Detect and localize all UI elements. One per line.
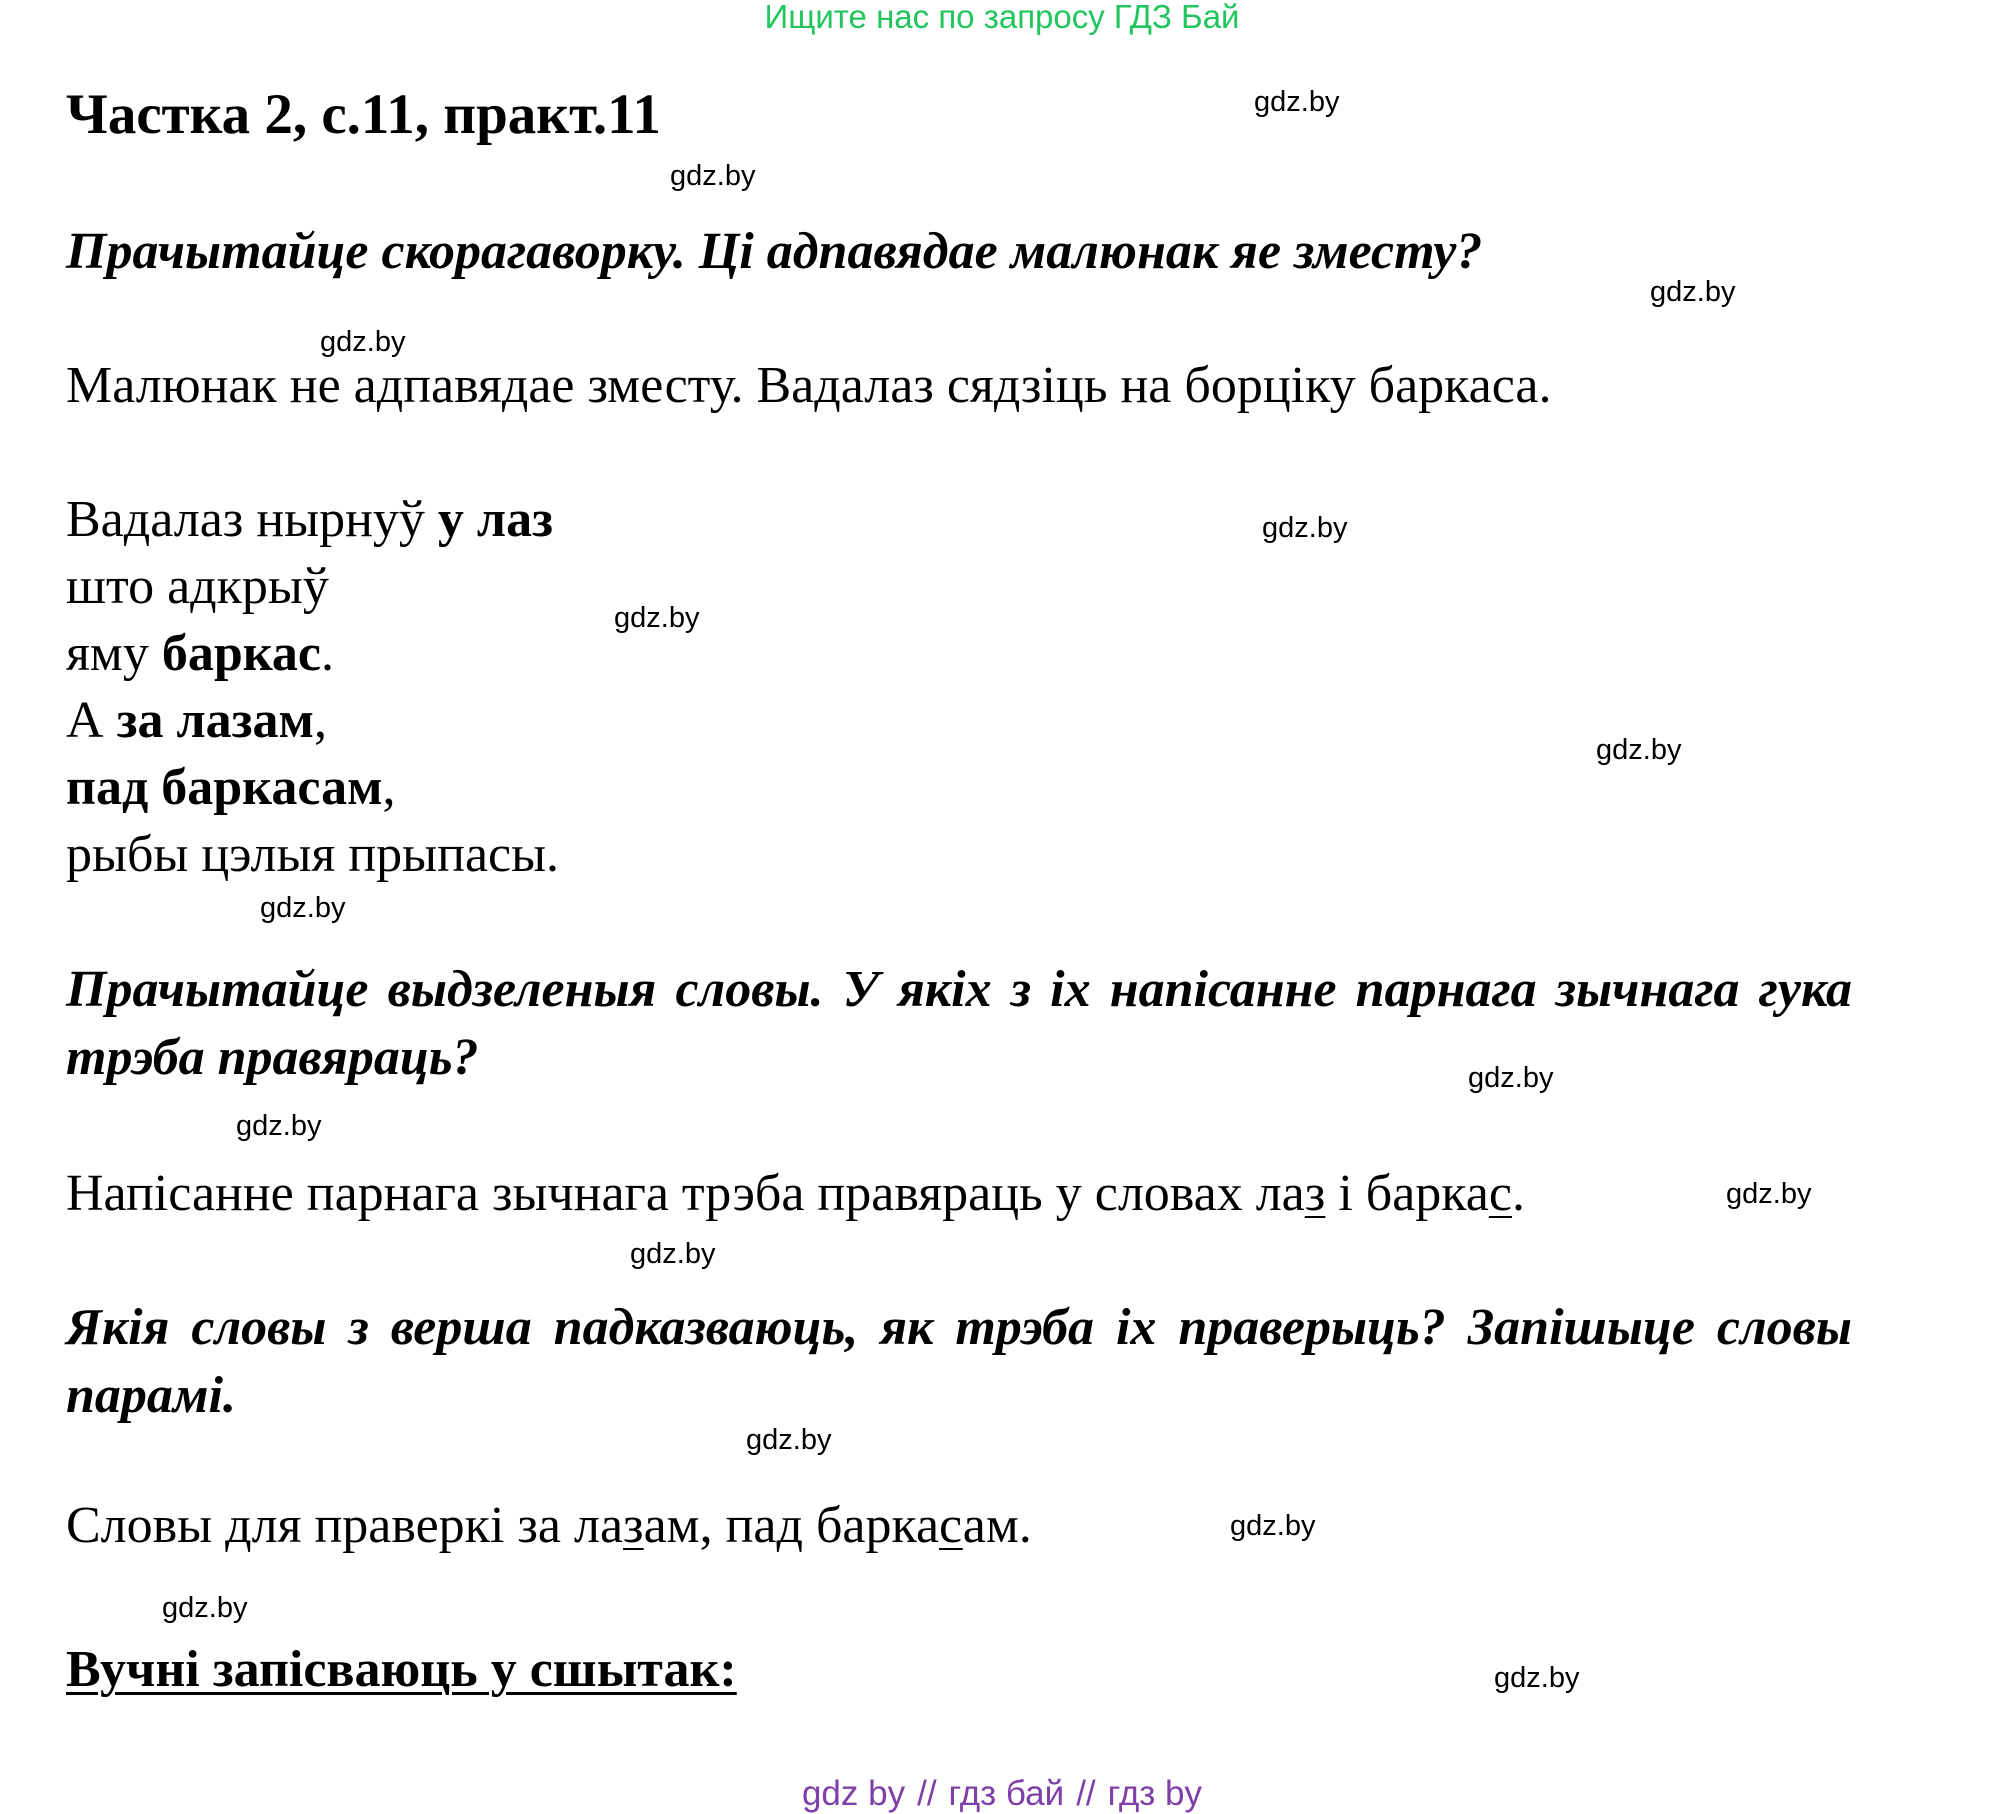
answer-text: ам, пад барка [643,1497,940,1554]
task-question-3: Якія словы з верша падказваюць, як трэба іх праверыць? Запішыце словы парамі. [66,1299,1852,1424]
watermark: gdz.by [1596,734,1682,766]
poem-highlight: у лаз [437,491,553,548]
underlined-letter: з [623,1497,644,1554]
poem-line-4 [66,687,559,754]
footer-separator: // [1076,1774,1096,1813]
poem-line-1 [66,486,559,553]
answer-2 [66,1164,1525,1223]
answer-text: . [1511,1165,1525,1222]
watermark: gdz.by [1468,1062,1554,1094]
poem-text: . [321,625,335,682]
header-banner: Ищите нас по запросу ГДЗ Бай [764,0,1240,35]
page-title: Частка 2, с.11, практ.11 [66,83,661,146]
watermark: gdz.by [236,1110,322,1142]
task-question-2: Прачытайце выдзеленыя словы. У якіх з іх напісанне парнага зычнага гука трэба правяраць? [66,961,1852,1086]
underlined-letter: з [1304,1165,1326,1222]
poem-text: яму [66,625,162,682]
watermark: gdz.by [1494,1662,1580,1694]
watermark: gdz.by [320,326,406,358]
section-heading: Вучні запісваюць у сшытак: [66,1641,737,1698]
poem-text: А [66,692,117,749]
poem [66,486,559,888]
watermark: gdz.by [630,1238,716,1270]
poem-text: , [313,692,327,749]
answer-text: ам. [962,1497,1032,1554]
watermark: gdz.by [260,892,346,924]
footer-link[interactable]: гдз by [1107,1774,1203,1813]
poem-highlight: за лазам [116,692,314,749]
watermark: gdz.by [1650,276,1736,308]
answer-text: Словы для праверкі за ла [66,1497,624,1554]
watermark: gdz.by [670,160,756,192]
watermark: gdz.by [746,1424,832,1456]
poem-text: што адкрыў [66,558,329,615]
poem-highlight: пад баркасам [66,759,383,816]
watermark: gdz.by [162,1592,248,1624]
footer-separator: // [917,1774,937,1813]
task-question-1: Прачытайце скорагаворку. Ці адпавядае малюнак яе зместу? [66,223,1483,280]
underlined-letter: с [1488,1165,1512,1222]
answer-1: Малюнак не адпавядае зместу. Вадалаз сядзіць на борціку баркаса. [66,357,1552,414]
watermark: gdz.by [1726,1178,1812,1210]
answer-text: і барка [1325,1165,1489,1222]
footer-link[interactable]: gdz by [801,1774,906,1813]
poem-line-5 [66,754,559,821]
poem-line-2 [66,553,559,620]
answer-3 [66,1496,1032,1555]
footer-links [0,1774,2004,1814]
watermark: gdz.by [614,602,700,634]
watermark: gdz.by [1254,86,1340,118]
poem-text: , [382,759,396,816]
watermark: gdz.by [1262,512,1348,544]
footer-link[interactable]: гдз бай [948,1774,1065,1813]
answer-text: Напісанне парнага зычнага трэба правяраць у словах ла [66,1165,1305,1222]
poem-line-6 [66,821,559,888]
underlined-letter: с [939,1497,963,1554]
poem-highlight: баркас [161,625,322,682]
poem-text: Вадалаз нырнуў [66,491,438,548]
poem-text: рыбы цэлыя прыпасы. [66,826,560,883]
poem-line-3 [66,620,559,687]
watermark: gdz.by [1230,1510,1316,1542]
